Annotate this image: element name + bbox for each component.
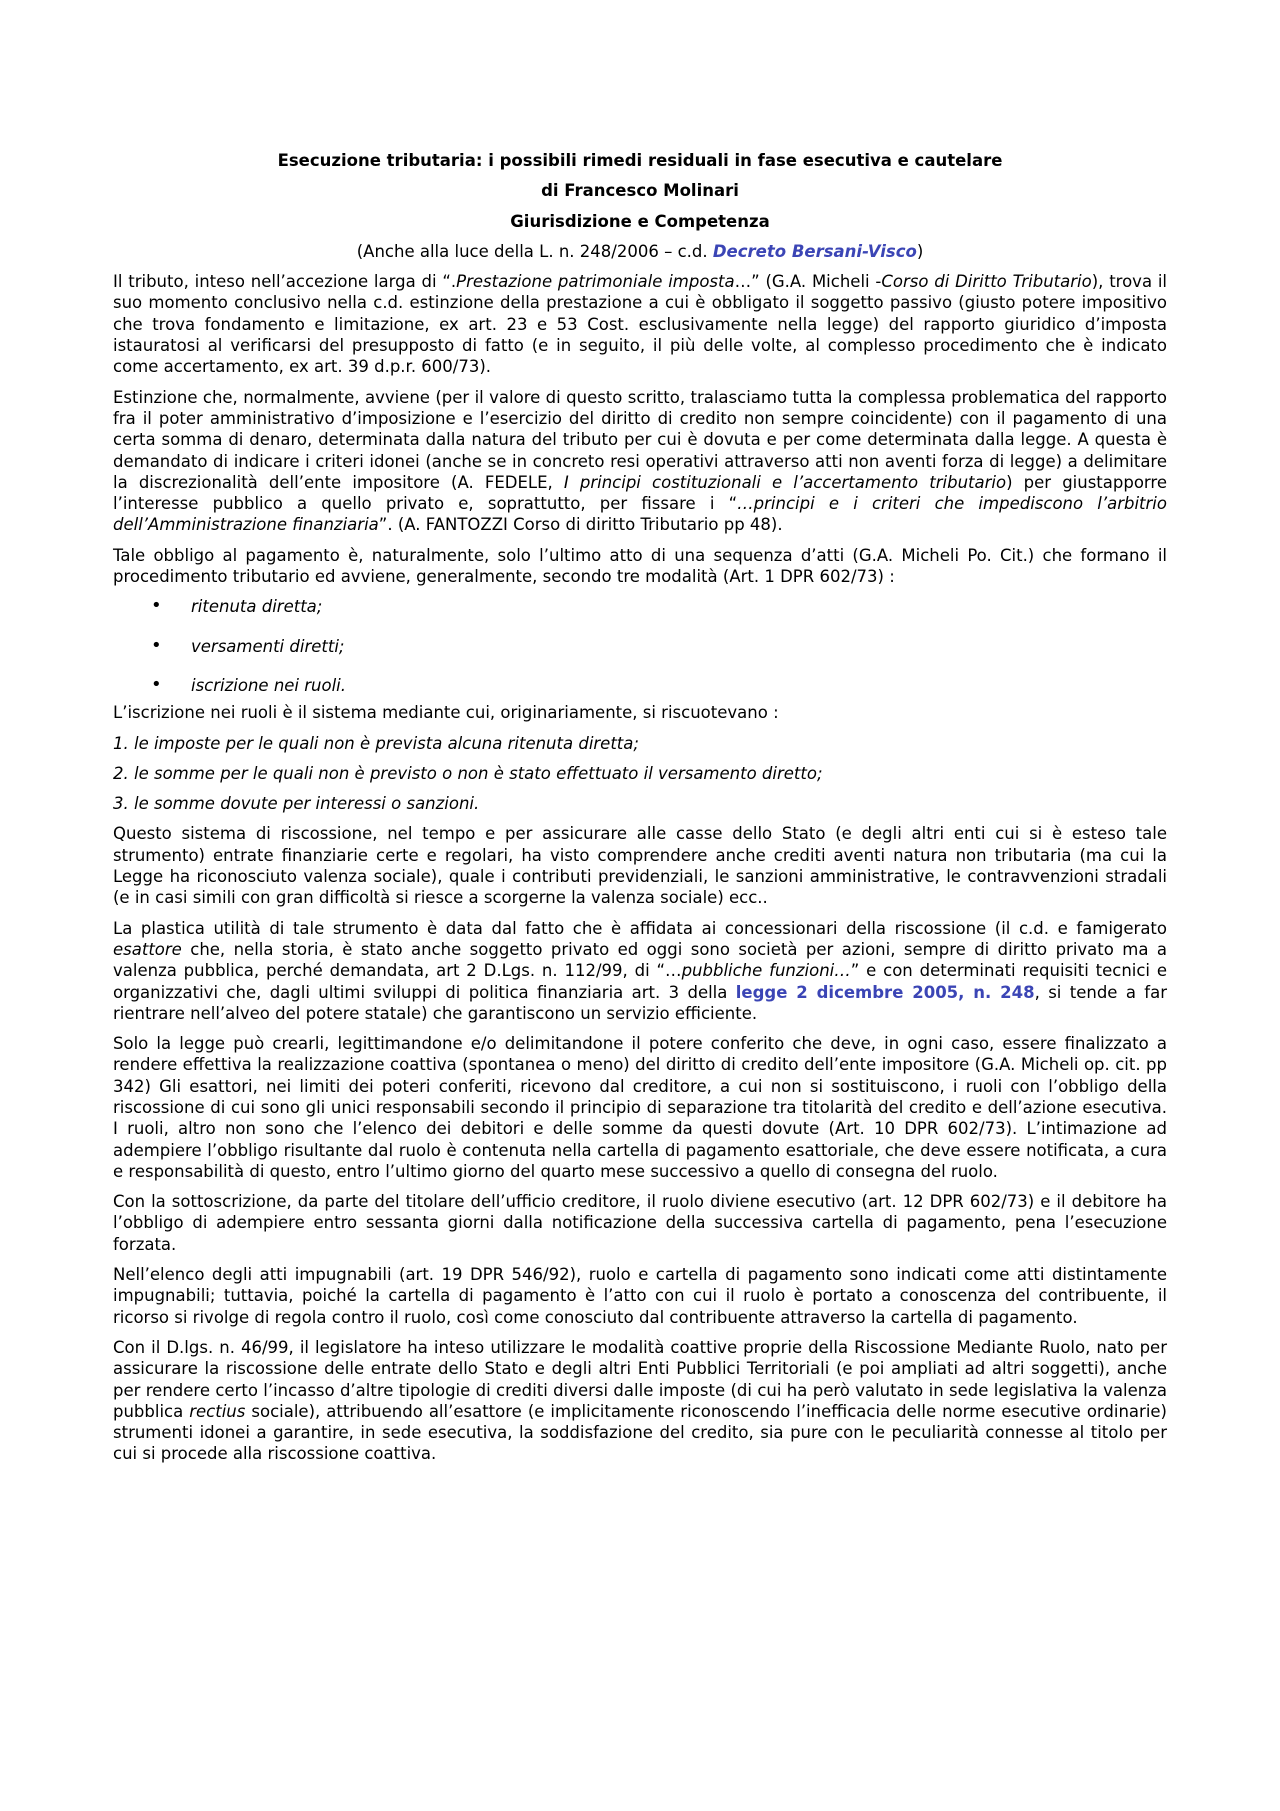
note-prefix: (Anche alla luce della L. n. 248/2006 – c.d. [356,241,713,261]
p1-text-c: …” (G.A. Micheli - [734,272,882,292]
bullet-icon: • [151,595,162,617]
note-suffix: ) [916,241,924,261]
paragraph-1 [113,271,1167,377]
paragraph-3: Tale obbligo al pagamento è, naturalmente, solo l’ultimo atto di una sequenza d’atti (G.A. Micheli Po. Cit.) che formano il procedimento tributario ed avviene, generalmente, secondo tre modalità (Art. 1 DPR 602/73) : [113,545,1167,587]
list-item [113,636,1167,657]
list-item-text: iscrizione nei ruoli. [191,675,347,695]
section-note [113,241,1167,262]
list-item [113,675,1167,696]
document-author: di Francesco Molinari [541,181,739,201]
p2-italic-d: …principi e i criteri che impediscono l’arbitrio dell’Amministrazione finanziaria [113,494,1167,535]
paragraph-10 [113,1337,1167,1465]
paragraph-9: Nell’elenco degli atti impugnabili (art. 19 DPR 546/92), ruolo e cartella di pagamento sono indicati come atti distintamente impugnabili; tuttavia, poiché la cartella di pagamento è l’atto con cui il ruolo è portato a conoscenza del contribuente, il ricorso si rivolge di regola contro il ruolo, così come conosciuto dal contribuente attraverso la cartella di pagamento. [113,1265,1167,1327]
p6-text-f: , si tende a far rientrare nell’alveo del potere statale) che garantiscono un servizio efficiente. [113,982,1167,1023]
p1-text-a: Il tributo, inteso nell’accezione larga di “. [113,272,457,292]
p2-text-a: Estinzione che, normalmente, avviene (per il valore di questo scritto, tralasciamo tutta la complessa problematica del rapporto fra il poter amministrativo d’imposizione e l’esercizio del diritto di credito non sempre coincidente) con il pagamento di una certa somma di denaro, determinata dalla natura del tributo per cui è dovuta e per come determinata dalla legge. A questa è demandato di indicare i criteri idonei (anche se in concreto resi operativi attraverso atti non aventi forza di legge) a delimitare la discrezionalità dell’ente impositore (A. FEDELE, [113,387,1167,492]
paragraph-2 [113,387,1167,536]
p6-text-c: che, nella storia, è stato anche soggetto privato ed oggi sono società per azioni, sempre di diritto privato ma a valenza pubblica, perché demandata, art 2 D.Lgs. n. 112/99, di “… [113,939,1167,981]
list-item-text: versamenti diretti; [191,636,345,656]
p6-text-e: ” e con determinati requisiti tecnici e organizzativi che, dagli ultimi sviluppi di politica finanziaria art. 3 della [113,961,1168,1002]
p1-text-e: ), trova il suo momento conclusivo nella c.d. estinzione della prestazione a cui è obbligato il soggetto passivo (giusto potere impositivo che trova fondamento e limitazione, ex art. 23 e 53 Cost. esclusivamente nella legge) del rapporto giuridico d’imposta istauratosi al verificarsi del presupposto di fatto (e in seguito, il più delle volte, al complesso procedimento che è indicato come accertamento, ex art. 39 d.p.r. 600/73). [113,272,1168,377]
legge-248-link[interactable]: legge 2 dicembre 2005, n. 248 [735,982,1035,1002]
p10-text-a: Con il D.lgs. n. 46/99, il legislatore ha inteso utilizzare le modalità coattive proprie della Riscossione Mediante Ruolo, nato per assicurare la riscossione delle entrate dello Stato e degli altri Enti Pubblici Territoriali (e poi ampliati ad altri soggetti), anche per rendere certo l’incasso d’altre tipologie di crediti diversi dalle imposte (di cui ha però valutato in sede legislativa la valenza pubblica [113,1337,1167,1421]
bullet-list [113,596,1167,696]
section-heading: Giurisdizione e Competenza [510,211,770,231]
p1-italic-b: Prestazione patrimoniale imposta [456,272,735,292]
paragraph-7: Solo la legge può crearli, legittimandone e/o delimitandone il potere conferito che deve, in ogni caso, essere finalizzato a rendere effettiva la realizzazione coattiva (spontanea o meno) del diritto di credito dell’ente impositore (G.A. Micheli op. cit. pp 342) Gli esattori, nei limiti dei poteri conferiti, ricevono dal creditore, a cui non si sostituiscono, i ruoli con l’obbligo della riscossione di cui sono gli unici responsabili secondo il principio di separazione tra titolarità del credito e dell’azione esecutiva. I ruoli, altro non sono che l’elenco dei debitori e delle somme da questi dovute (Art. 10 DPR 602/73). L’intimazione ad adempiere l’obbligo risultante dal ruolo è contenuta nella cartella di pagamento esattoriale, che deve essere notificata, a cura e responsabilità di questo, entro l’ultimo giorno del quarto mese successivo a quello di consegna del ruolo. [113,1034,1167,1181]
p1-italic-d: Corso di Diritto Tributario [881,272,1092,292]
p6-italic-b: esattore [113,939,182,959]
p2-italic-b: I principi costituzionali e l’accertamento tributario [563,472,1007,492]
paragraph-6 [113,918,1167,1024]
bullet-icon: • [151,634,162,656]
bullet-icon: • [151,673,162,695]
paragraph-8: Con la sottoscrizione, da parte del titolare dell’ufficio creditore, il ruolo diviene esecutivo (art. 12 DPR 602/73) e il debitore ha l’obbligo di adempiere entro sessanta giorni dalla notificazione della successiva cartella di pagamento, pena l’esecuzione forzata. [113,1192,1167,1254]
p6-text-a: La plastica utilità di tale strumento è data dal fatto che è affidata ai concessionari della riscossione (il c.d. e famigerato [113,918,1167,938]
p10-italic-b: rectius [189,1401,246,1421]
p6-italic-d: pubbliche funzioni… [681,961,851,981]
paragraph-5: Questo sistema di riscossione, nel tempo e per assicurare alle casse dello Stato (e degli altri enti cui si è esteso tale strumento) entrate finanziarie certe e regolari, ha visto comprendere anche crediti aventi natura non tributaria (ma cui la Legge ha riconosciuto valenza sociale), quale i contributi previdenziali, le sanzioni amministrative, le contravvenzioni stradali (e in casi simili con gran difficoltà si riesce a scorgerne la valenza sociale) ecc.. [113,824,1167,908]
numbered-item-2: 2. le somme per le quali non è previsto o non è stato effettuato il versamento diretto; [113,763,823,783]
document-title: Esecuzione tributaria: i possibili rimedi residuali in fase esecutiva e cautelare [277,151,1003,170]
p2-text-c: ) per giustapporre l’interesse pubblico a quello privato e, soprattutto, per fissare i “ [113,472,1167,514]
numbered-item-3: 3. le somme dovute per interessi o sanzioni. [113,794,480,814]
document-page [113,150,1167,1474]
decreto-bersani-visco-link[interactable]: Decreto Bersani-Visco [712,241,917,261]
p10-text-c: sociale), attribuendo all’esattore (e implicitamente riconoscendo l’inefficacia delle norme esecutive ordinarie) strumenti idonei a garantire, in sede esecutiva, la soddisfazione del credito, sia pure con le peculiarità connesse al titolo per cui si procede alla riscossione coattiva. [113,1401,1167,1464]
list-item-text: ritenuta diretta; [191,597,323,617]
numbered-item-1: 1. le imposte per le quali non è prevista alcuna ritenuta diretta; [113,733,639,753]
list-item [113,596,1167,617]
paragraph-4: L’iscrizione nei ruoli è il sistema mediante cui, originariamente, si riscuotevano : [113,703,779,723]
p2-text-e: ”. (A. FANTOZZI Corso di diritto Tributario pp 48). [378,515,783,535]
